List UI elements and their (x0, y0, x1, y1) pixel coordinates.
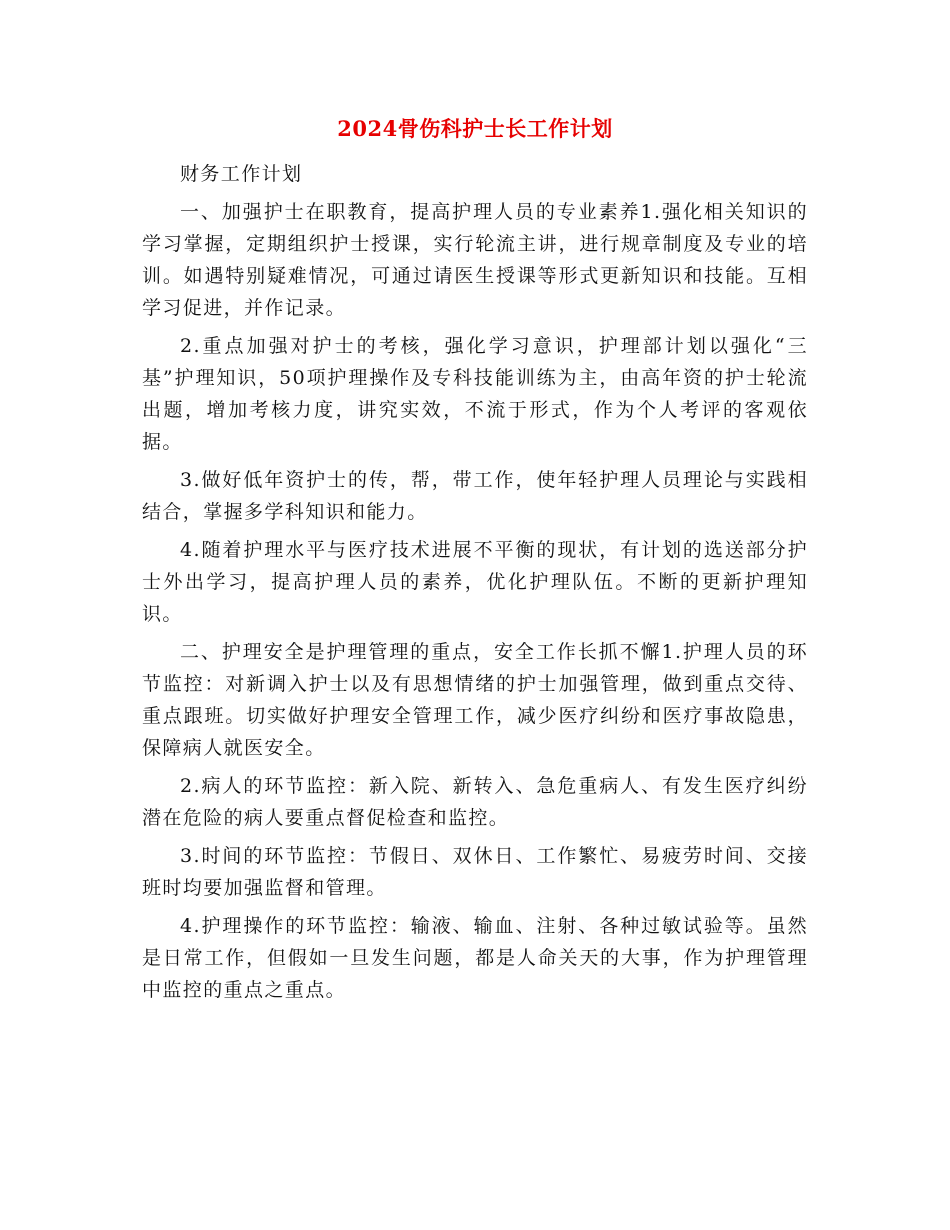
paragraph-section-2-safety: 二、护理安全是护理管理的重点，安全工作长抓不懈1.护理人员的环节监控：对新调入护士以及有思想情绪的护士加强管理，做到重点交待、重点跟班。切实做好护理安全管理工作，减少医疗纠纷和医疗事故隐患，保障病人就医安全。 (142, 641, 808, 759)
paragraph-item-1-4-training-abroad: 4.随着护理水平与医疗技术进展不平衡的现状，有计划的选送部分护士外出学习，提高护理人员的素养，优化护理队伍。不断的更新护理知识。 (142, 539, 808, 625)
document-title: 2024骨伤科护士长工作计划 (337, 116, 613, 141)
paragraph-section-1-education: 一、加强护士在职教育，提高护理人员的专业素养1.强化相关知识的学习掌握，定期组织护士授课，实行轮流主讲，进行规章制度及专业的培训。如遇特别疑难情况，可通过请医生授课等形式更新知识和技能。互相学习促进，并作记录。 (142, 201, 808, 319)
paragraph-item-1-2-assessment: 2.重点加强对护士的考核，强化学习意识，护理部计划以强化“三基”护理知识，50项护理操作及专科技能训练为主，由高年资的护士轮流出题，增加考核力度，讲究实效，不流于形式，作为个人考评的客观依据。 (142, 335, 808, 453)
document-body (142, 158, 808, 1006)
paragraph-item-2-3-time-monitoring: 3.时间的环节监控：节假日、双休日、工作繁忙、易疲劳时间、交接班时均要加强监督和管理。 (142, 845, 808, 899)
paragraph-item-2-4-operation-monitoring: 4.护理操作的环节监控：输液、输血、注射、各种过敏试验等。虽然是日常工作，但假如一旦发生问题，都是人命关天的大事，作为护理管理中监控的重点之重点。 (142, 915, 808, 1001)
paragraph-item-2-2-patient-monitoring: 2.病人的环节监控：新入院、新转入、急危重病人、有发生医疗纠纷潜在危险的病人要重点督促检查和监控。 (142, 775, 808, 829)
paragraph-item-1-3-mentoring: 3.做好低年资护士的传，帮，带工作，使年轻护理人员理论与实践相结合，掌握多学科知识和能力。 (142, 469, 808, 523)
paragraph-heading-finance-plan: 财务工作计划 (180, 163, 303, 185)
